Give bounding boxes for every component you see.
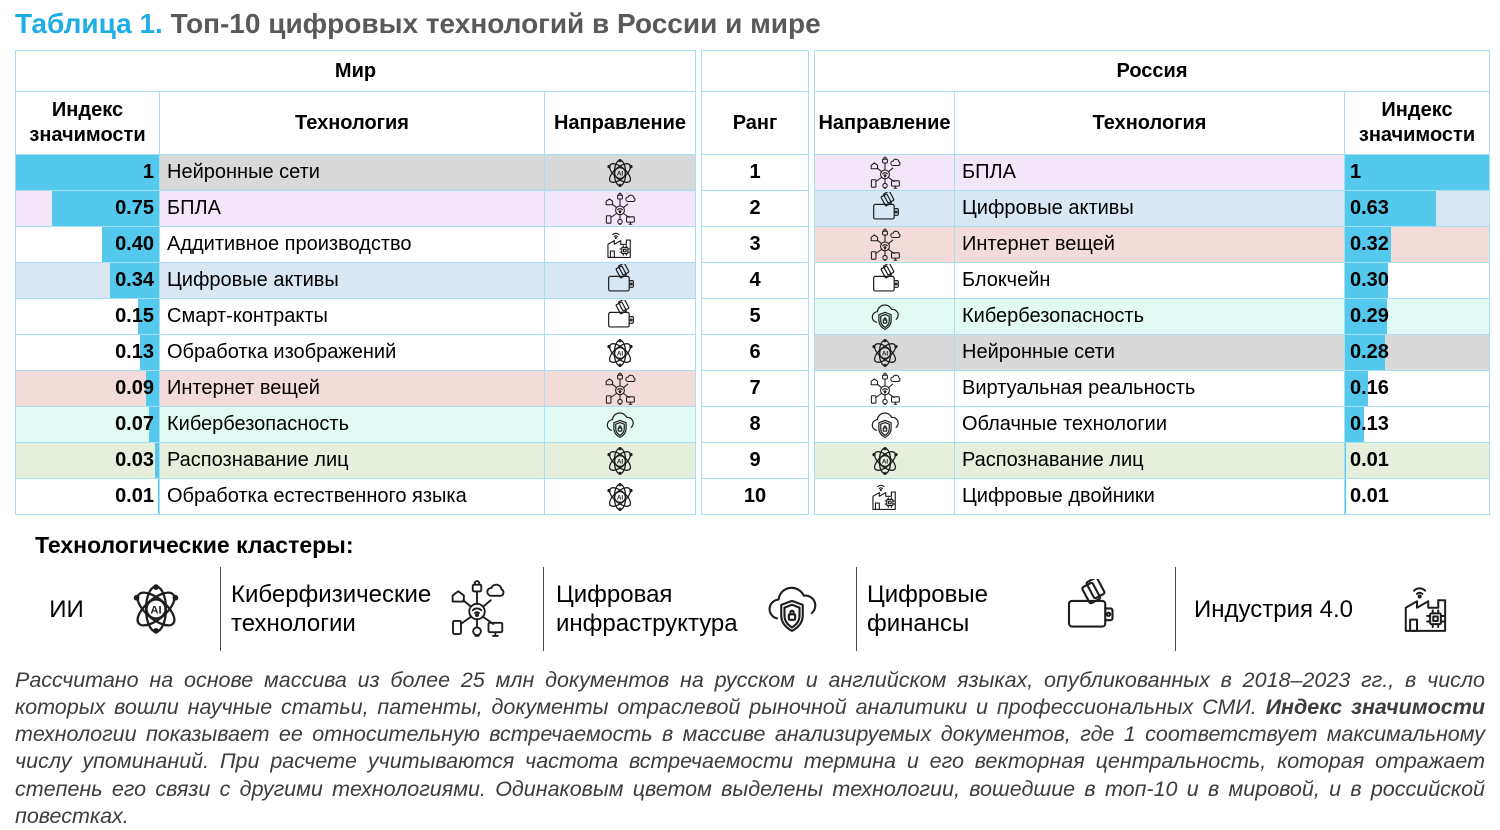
world-tech-cell bbox=[160, 371, 544, 406]
world-index-cell bbox=[16, 407, 159, 442]
technology-label: Цифровые двойники bbox=[962, 485, 1155, 508]
cyberphysical-icon bbox=[868, 156, 902, 190]
technology-label: БПЛА bbox=[962, 161, 1016, 184]
world-tech-cell bbox=[160, 299, 544, 334]
ai-icon bbox=[603, 480, 637, 514]
ai-icon bbox=[868, 444, 902, 478]
legend-label: Индустрия 4.0 bbox=[1194, 595, 1354, 623]
index-value: 0.16 bbox=[1350, 377, 1389, 400]
technology-label: Аддитивное производство bbox=[167, 233, 412, 256]
russia-direction-cell bbox=[815, 479, 954, 514]
footnote-text: Рассчитано на основе массива из более 25 млн документов на русском и английском языках, опубликованных в 2018–2023 гг., в число которых вошли научные статьи, патенты, документы отраслевой рыночной аналитики и профессиональных СМИ. bbox=[15, 668, 1485, 720]
technology-label: Обработка изображений bbox=[167, 341, 397, 364]
rank-cell: 5 bbox=[702, 299, 808, 334]
russia-direction-cell bbox=[815, 443, 954, 478]
index-value: 0.29 bbox=[1350, 305, 1389, 328]
index-value: 0.75 bbox=[115, 197, 154, 220]
world-subtable bbox=[15, 50, 696, 515]
world-group-header: Мир bbox=[16, 51, 695, 91]
world-tech-cell bbox=[160, 263, 544, 298]
index-value: 0.34 bbox=[115, 269, 154, 292]
legend-item-cyberphysical bbox=[221, 563, 543, 655]
footnote-bold-term: Индекс значимости bbox=[1265, 695, 1485, 720]
world-index-cell bbox=[16, 299, 159, 334]
finance-icon bbox=[868, 264, 902, 298]
ai-icon bbox=[868, 336, 902, 370]
technology-label: Распознавание лиц bbox=[167, 449, 349, 472]
index-value: 0.28 bbox=[1350, 341, 1389, 364]
finance-icon bbox=[868, 192, 902, 226]
russia-direction-cell bbox=[815, 299, 954, 334]
ai-icon bbox=[603, 156, 637, 190]
ai-icon bbox=[603, 444, 637, 478]
industry40-icon bbox=[868, 480, 902, 514]
ai-icon bbox=[603, 336, 637, 370]
world-index-cell bbox=[16, 155, 159, 190]
world-tech-cell bbox=[160, 443, 544, 478]
technology-label: Облачные технологии bbox=[962, 413, 1167, 436]
technology-label: Смарт-контракты bbox=[167, 305, 328, 328]
world-tech-cell bbox=[160, 155, 544, 190]
russia-index-cell bbox=[1345, 227, 1489, 262]
technology-label: Интернет вещей bbox=[962, 233, 1115, 256]
index-value: 0.32 bbox=[1350, 233, 1389, 256]
clusters-legend bbox=[15, 563, 1485, 655]
world-direction-cell bbox=[545, 407, 695, 442]
technology-label: Виртуальная реальность bbox=[962, 377, 1196, 400]
top10-table bbox=[15, 50, 1490, 515]
russia-tech-cell bbox=[955, 191, 1344, 226]
russia-direction-cell bbox=[815, 227, 954, 262]
index-value: 0.03 bbox=[115, 449, 154, 472]
rank-cell: 6 bbox=[702, 335, 808, 370]
technology-label: Цифровые активы bbox=[167, 269, 339, 292]
russia-tech-cell bbox=[955, 227, 1344, 262]
cyberphysical-icon bbox=[447, 579, 507, 639]
rank-cell: 7 bbox=[702, 371, 808, 406]
cyberphysical-icon bbox=[603, 372, 637, 406]
index-bar bbox=[155, 443, 159, 478]
infrastructure-icon bbox=[868, 300, 902, 334]
russia-col-index-header: Индекс значимости bbox=[1345, 92, 1489, 154]
technology-label: Интернет вещей bbox=[167, 377, 320, 400]
table-number-label: Таблица 1. bbox=[15, 8, 163, 39]
world-direction-cell bbox=[545, 479, 695, 514]
index-value: 0.01 bbox=[1350, 485, 1389, 508]
technology-label: Цифровые активы bbox=[962, 197, 1134, 220]
russia-tech-cell bbox=[955, 371, 1344, 406]
finance-icon bbox=[1059, 579, 1119, 639]
index-value: 1 bbox=[1350, 161, 1362, 184]
world-index-cell bbox=[16, 443, 159, 478]
footnote bbox=[15, 667, 1485, 829]
footnote-text: технологии показывает ее относительную встречаемость в массиве анализируемых документов, где 1 соответствует максимальному числу упоминаний. При расчете учитываются частота встречаемости термина и его векторная центральность, которая отражает степень его связи с другими технологиями. Одинаковым цветом выделены технологии, вошедшие в топ-10 и в мировой, и в российской повестках. bbox=[15, 722, 1485, 828]
index-value: 0.15 bbox=[115, 305, 154, 328]
rank-cell: 4 bbox=[702, 263, 808, 298]
index-value: 0.30 bbox=[1350, 269, 1389, 292]
russia-direction-cell bbox=[815, 191, 954, 226]
world-direction-cell bbox=[545, 191, 695, 226]
table-title-text: Топ-10 цифровых технологий в России и мире bbox=[170, 8, 821, 39]
infrastructure-icon bbox=[762, 579, 822, 639]
world-index-cell bbox=[16, 335, 159, 370]
technology-label: БПЛА bbox=[167, 197, 221, 220]
index-value: 0.01 bbox=[115, 485, 154, 508]
technology-label: Нейронные сети bbox=[167, 161, 320, 184]
index-bar bbox=[1345, 443, 1346, 478]
index-value: 0.40 bbox=[115, 233, 154, 256]
index-bar bbox=[158, 479, 159, 514]
finance-icon bbox=[603, 264, 637, 298]
index-bar bbox=[16, 155, 159, 190]
russia-index-cell bbox=[1345, 191, 1489, 226]
world-tech-cell bbox=[160, 407, 544, 442]
cyberphysical-icon bbox=[603, 192, 637, 226]
world-direction-cell bbox=[545, 299, 695, 334]
russia-tech-cell bbox=[955, 479, 1344, 514]
russia-group-header: Россия bbox=[815, 51, 1489, 91]
russia-col-direction-header: Направление bbox=[815, 92, 954, 154]
rank-cell: 8 bbox=[702, 407, 808, 442]
world-index-cell bbox=[16, 479, 159, 514]
world-col-direction-header: Направление bbox=[545, 92, 695, 154]
index-value: 0.07 bbox=[115, 413, 154, 436]
world-index-cell bbox=[16, 371, 159, 406]
russia-direction-cell bbox=[815, 407, 954, 442]
legend-label: Киберфизические технологии bbox=[231, 580, 432, 638]
legend-label: ИИ bbox=[49, 595, 84, 623]
infrastructure-icon bbox=[868, 408, 902, 442]
world-direction-cell bbox=[545, 335, 695, 370]
russia-direction-cell bbox=[815, 371, 954, 406]
russia-index-cell bbox=[1345, 299, 1489, 334]
index-value: 0.63 bbox=[1350, 197, 1389, 220]
technology-label: Кибербезопасность bbox=[962, 305, 1144, 328]
world-direction-cell bbox=[545, 443, 695, 478]
rank-cell: 2 bbox=[702, 191, 808, 226]
world-tech-cell bbox=[160, 191, 544, 226]
finance-icon bbox=[603, 300, 637, 334]
technology-label: Блокчейн bbox=[962, 269, 1051, 292]
russia-subtable bbox=[814, 50, 1490, 515]
legend-item-finance bbox=[857, 563, 1175, 655]
index-bar bbox=[1345, 479, 1346, 514]
russia-index-cell bbox=[1345, 155, 1489, 190]
russia-tech-cell bbox=[955, 407, 1344, 442]
legend-label: Цифровая инфраструктура bbox=[556, 580, 738, 638]
cyberphysical-icon bbox=[868, 228, 902, 262]
russia-index-cell bbox=[1345, 407, 1489, 442]
world-direction-cell bbox=[545, 155, 695, 190]
russia-tech-cell bbox=[955, 155, 1344, 190]
index-value: 0.01 bbox=[1350, 449, 1389, 472]
russia-index-cell bbox=[1345, 479, 1489, 514]
rank-cell: 10 bbox=[702, 479, 808, 514]
russia-direction-cell bbox=[815, 155, 954, 190]
figure-title bbox=[0, 0, 1500, 50]
world-tech-cell bbox=[160, 479, 544, 514]
technology-label: Кибербезопасность bbox=[167, 413, 349, 436]
world-direction-cell bbox=[545, 371, 695, 406]
index-value: 0.13 bbox=[115, 341, 154, 364]
russia-direction-cell bbox=[815, 335, 954, 370]
world-direction-cell bbox=[545, 227, 695, 262]
index-value: 0.13 bbox=[1350, 413, 1389, 436]
world-index-cell bbox=[16, 263, 159, 298]
cyberphysical-icon bbox=[868, 372, 902, 406]
index-bar bbox=[1345, 155, 1489, 190]
legend-item-ai bbox=[15, 563, 220, 655]
technology-label: Обработка естественного языка bbox=[167, 485, 467, 508]
russia-tech-cell bbox=[955, 443, 1344, 478]
technology-label: Распознавание лиц bbox=[962, 449, 1144, 472]
world-col-tech-header: Технология bbox=[160, 92, 544, 154]
rank-cell: 1 bbox=[702, 155, 808, 190]
rank-empty-header bbox=[702, 51, 808, 91]
russia-tech-cell bbox=[955, 299, 1344, 334]
technology-label: Нейронные сети bbox=[962, 341, 1115, 364]
russia-tech-cell bbox=[955, 335, 1344, 370]
index-value: 0.09 bbox=[115, 377, 154, 400]
russia-index-cell bbox=[1345, 335, 1489, 370]
legend-item-industry40 bbox=[1176, 563, 1485, 655]
rank-header: Ранг bbox=[702, 92, 808, 154]
russia-index-cell bbox=[1345, 371, 1489, 406]
world-index-cell bbox=[16, 191, 159, 226]
russia-col-tech-header: Технология bbox=[955, 92, 1344, 154]
industry40-icon bbox=[1397, 579, 1457, 639]
russia-index-cell bbox=[1345, 443, 1489, 478]
ai-icon bbox=[126, 579, 186, 639]
world-tech-cell bbox=[160, 335, 544, 370]
legend-heading: Технологические кластеры: bbox=[35, 532, 354, 559]
rank-cell: 9 bbox=[702, 443, 808, 478]
russia-index-cell bbox=[1345, 263, 1489, 298]
russia-direction-cell bbox=[815, 263, 954, 298]
rank-cell: 3 bbox=[702, 227, 808, 262]
infrastructure-icon bbox=[603, 408, 637, 442]
index-value: 1 bbox=[142, 161, 154, 184]
rank-subtable bbox=[701, 50, 809, 515]
industry40-icon bbox=[603, 228, 637, 262]
world-tech-cell bbox=[160, 227, 544, 262]
russia-tech-cell bbox=[955, 263, 1344, 298]
legend-item-infrastructure bbox=[544, 563, 856, 655]
world-index-cell bbox=[16, 227, 159, 262]
world-col-index-header: Индекс значимости bbox=[16, 92, 159, 154]
legend-label: Цифровые финансы bbox=[867, 580, 988, 638]
world-direction-cell bbox=[545, 263, 695, 298]
